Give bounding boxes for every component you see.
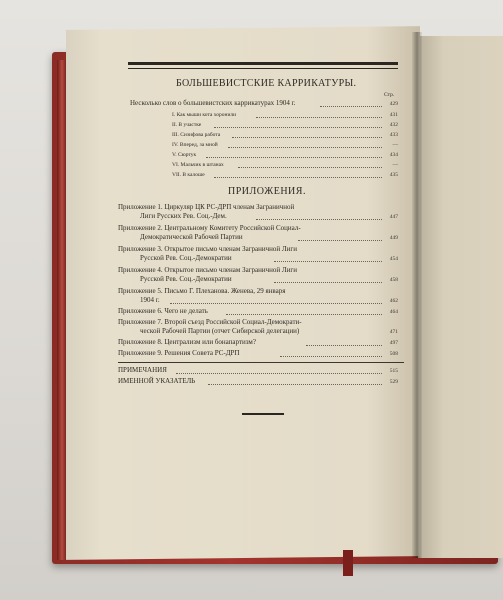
appendix-page: 449 [389, 235, 398, 241]
appendix-page: 471 [389, 329, 398, 335]
appendix-line: Приложение 5. Письмо Г. Плеханова. Женева, 29 января [118, 287, 286, 295]
bookmark-ribbon [343, 550, 353, 576]
section-separator [118, 362, 404, 363]
appendix-line: 1904 г. [140, 296, 160, 304]
toc-page: 431 [389, 112, 398, 118]
toc-page: 433 [389, 132, 398, 138]
leader-dots [298, 240, 382, 241]
toc-subitem: I. Как мыши кота хоронили [172, 112, 237, 118]
leader-dots [176, 373, 382, 374]
appendix-line: Приложение 7. Второй съезд Российской Социал-Демократи- [118, 318, 302, 326]
leader-dots [320, 106, 382, 107]
appendix-line: Приложение 8. Централизм или бонапартизм? [118, 338, 256, 346]
notes-page: 515 [389, 368, 398, 374]
appendix-line: Демократической Рабочей Партии [140, 233, 243, 241]
page-gutter [412, 32, 422, 558]
section-title-caricatures: БОЛЬШЕВИСТСКИЕ КАРРИКАТУРЫ. [176, 78, 357, 89]
appendix-line: Приложение 3. Открытое письмо членам Заграничной Лиги [118, 245, 298, 253]
leader-dots [208, 384, 382, 385]
index-page: 529 [389, 379, 398, 385]
appendix-line: ческой Рабочей Партии (отчет Сибирской делегации) [140, 327, 300, 335]
toc-page: 434 [389, 152, 398, 158]
appendix-line: Приложение 1. Циркуляр ЦК РС-ДРП членам Заграничной [118, 203, 295, 211]
leader-dots [214, 127, 382, 128]
toc-page: — [392, 162, 398, 168]
toc-subitem: V. Сюртук [172, 152, 197, 158]
appendix-page: 508 [389, 351, 398, 357]
right-page [418, 36, 503, 558]
page-column-label: Стр. [384, 92, 395, 98]
toc-page: — [392, 142, 398, 148]
leader-dots [232, 137, 382, 138]
leader-dots [170, 303, 382, 304]
leader-dots [214, 177, 382, 178]
toc-page: 429 [389, 101, 398, 107]
appendix-page: 497 [389, 340, 398, 346]
leader-dots [256, 219, 382, 220]
end-dash [242, 413, 284, 415]
appendix-page: 454 [389, 256, 398, 262]
appendix-line: Приложение 4. Открытое письмо членам Заграничной Лиги [118, 266, 298, 274]
leader-dots [280, 356, 382, 357]
appendix-line: Лиги Русских Рев. Соц.-Дем. [140, 212, 227, 220]
leader-dots [226, 314, 382, 315]
appendix-line: Приложение 9. Решения Совета РС-ДРП [118, 349, 240, 357]
toc-subitem: VII. В калоше [172, 172, 205, 178]
appendix-line: Русской Рев. Соц.-Демократии [140, 275, 232, 283]
toc-subitem: II. В участке [172, 122, 202, 128]
toc-subitem: IV. Вперед, за мной [172, 142, 218, 148]
index-label: ИМЕННОЙ УКАЗАТЕЛЬ [118, 377, 196, 385]
appendix-line: Русской Рев. Соц.-Демократии [140, 254, 232, 262]
leader-dots [306, 345, 382, 346]
header-rule-thin [128, 68, 398, 69]
appendix-page: 462 [389, 298, 398, 304]
appendix-page: 447 [389, 214, 398, 220]
header-rule-thick [128, 62, 398, 65]
appendix-line: Приложение 6. Чего не делать [118, 307, 208, 315]
toc-intro: Несколько слов о большевистских каррикатурах 1904 г. [130, 99, 296, 107]
appendix-line: Приложение 2. Центральному Комитету Российской Социал- [118, 224, 301, 232]
leader-dots [238, 167, 382, 168]
notes-label: ПРИМЕЧАНИЯ [118, 366, 167, 374]
leader-dots [206, 157, 382, 158]
appendix-page: 458 [389, 277, 398, 283]
appendix-page: 464 [389, 309, 398, 315]
toc-page: 432 [389, 122, 398, 128]
leader-dots [274, 261, 382, 262]
leader-dots [274, 282, 382, 283]
leader-dots [228, 147, 382, 148]
section-title-appendices: ПРИЛОЖЕНИЯ. [228, 186, 306, 197]
toc-page: 435 [389, 172, 398, 178]
leader-dots [256, 117, 382, 118]
toc-subitem: VI. Мальчик в штанах [172, 162, 224, 168]
toc-subitem: III. Сизифова работа [172, 132, 221, 138]
